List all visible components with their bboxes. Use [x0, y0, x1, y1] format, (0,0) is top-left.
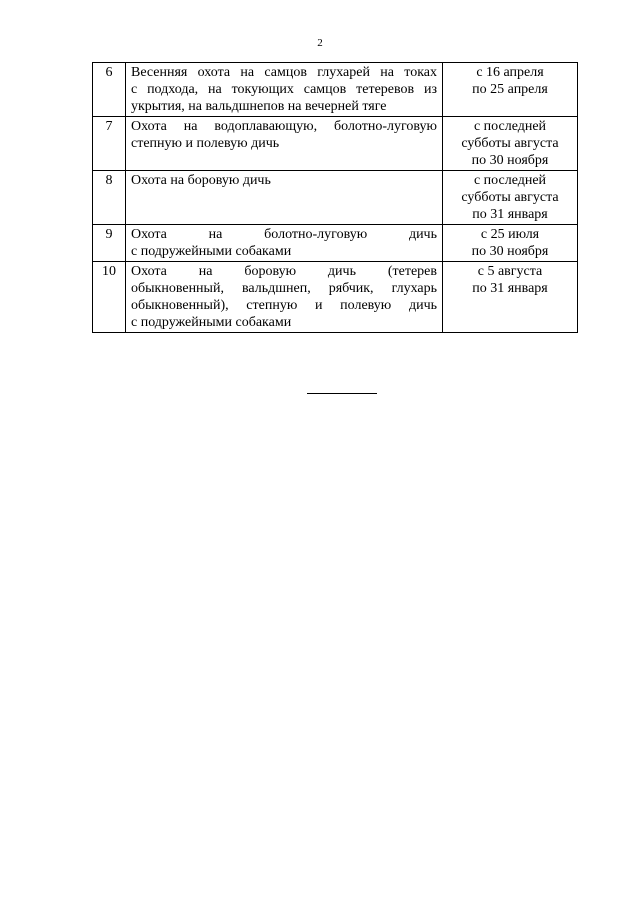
page-number: 2 — [317, 37, 323, 49]
period-line: по 31 января — [472, 281, 548, 296]
hunting-seasons-table — [92, 62, 578, 333]
description-line: с подружейными собаками — [131, 315, 292, 330]
hunting-period — [443, 63, 578, 117]
description-line: Охота на водоплавающую, болотно-луговую — [131, 119, 437, 134]
hunting-description — [126, 262, 443, 333]
period-line: по 30 ноября — [471, 153, 549, 168]
description-line: Охота на болотно-луговую дичь — [131, 227, 437, 242]
end-separator-line — [307, 393, 377, 394]
hunting-period — [443, 117, 578, 171]
table-row — [93, 225, 578, 262]
period-line: с последней — [473, 119, 547, 134]
period-line: с 25 июля — [480, 227, 540, 242]
period-line: субботы августа — [461, 136, 559, 151]
table-row — [93, 117, 578, 171]
hunting-description — [126, 225, 443, 262]
table-row — [93, 262, 578, 333]
hunting-period — [443, 225, 578, 262]
table-row — [93, 63, 578, 117]
period-line: с 16 апреля — [476, 65, 544, 80]
row-number: 8 — [93, 171, 126, 225]
description-line: с подружейными собаками — [131, 244, 292, 259]
hunting-description — [126, 63, 443, 117]
description-line: степную и полевую дичь — [131, 136, 280, 151]
row-number: 9 — [93, 225, 126, 262]
description-line: Охота на боровую дичь — [131, 173, 271, 188]
hunting-description — [126, 117, 443, 171]
period-line: по 25 апреля — [472, 82, 548, 97]
description-line: обыкновенный), степную и полевую дичь — [131, 298, 437, 313]
period-line: по 30 ноября — [471, 244, 549, 259]
hunting-description — [126, 171, 443, 225]
description-line: с подхода, на токующих самцов тетеревов из — [131, 82, 437, 97]
table-row — [93, 171, 578, 225]
description-line: укрытия, на вальдшнепов на вечерней тяге — [131, 99, 387, 114]
hunting-period — [443, 171, 578, 225]
description-line: обыкновенный, вальдшнеп, рябчик, глухарь — [131, 281, 437, 296]
row-number: 7 — [93, 117, 126, 171]
period-line: с последней — [473, 173, 547, 188]
period-line: с 5 августа — [477, 264, 543, 279]
hunting-period — [443, 262, 578, 333]
period-line: субботы августа — [461, 190, 559, 205]
description-line: Весенняя охота на самцов глухарей на токах — [131, 65, 437, 80]
row-number: 10 — [93, 262, 126, 333]
period-line: по 31 января — [472, 207, 548, 222]
description-line: Охота на боровую дичь (тетерев — [131, 264, 437, 279]
row-number: 6 — [93, 63, 126, 117]
